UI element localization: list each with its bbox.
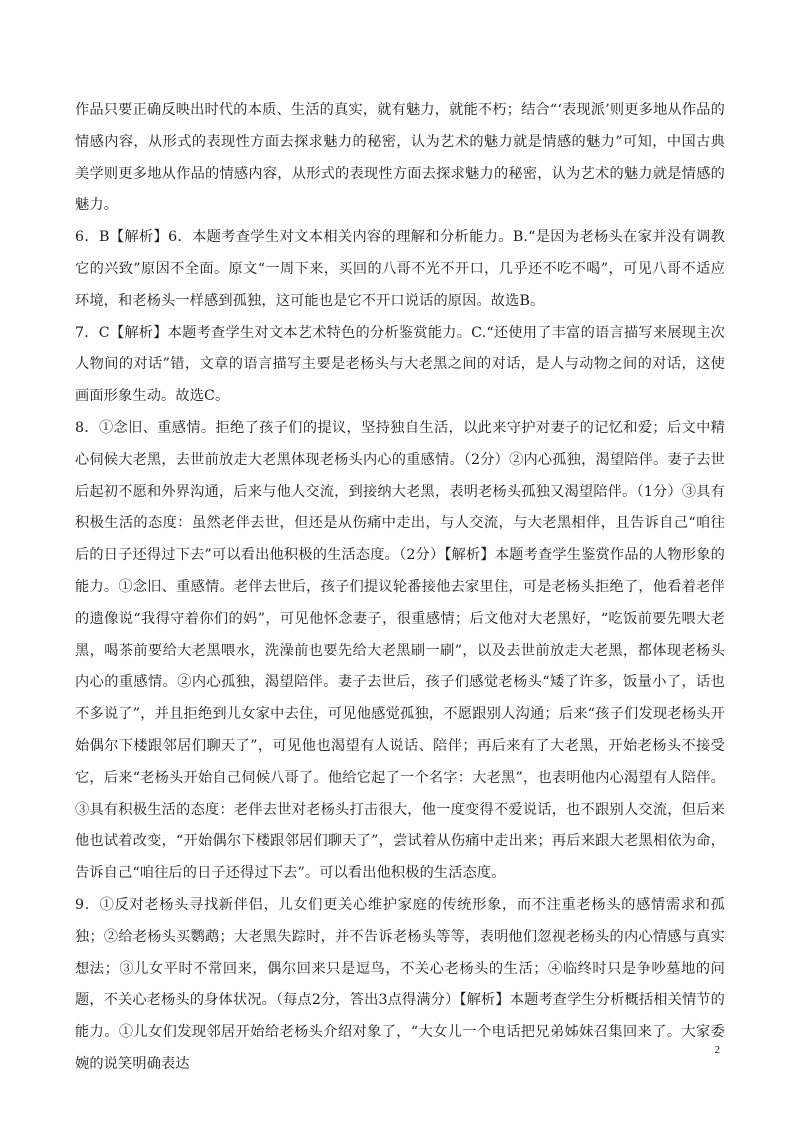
answer-6: 6．B【解析】6．本题考查学生对文本相关内容的理解和分析能力。B.“是因为老杨头在家并没有调教它的兴致”原因不全面。原文“一周下来，买回的八哥不光不开口，几乎还不吃不喝”，可见八哥不适应环境，和老杨头一样感到孤独，这可能也是它不开口说话的原因。故选B。 [75, 229, 725, 309]
answer-8: 8．①念旧、重感情。拒绝了孩子们的提议，坚持独自生活，以此来守护对妻子的记忆和爱；后文中精心伺候大老黑，去世前放走大老黑体现老杨头内心的重感情。（2分）②内心孤独，渴望陪伴。妻子去世后起初不愿和外界沟通，后来与他人交流，到接纳大老黑，表明老杨头孤独又渴望陪伴。（1分）③具有积极生活的态度：虽然老伴去世，但还是从伤痛中走出，与人交流，与大老黑相伴，且告诉自己“咱往后的日子还得过下去”可以看出他积极的生活态度。（2分）【解析】本题考查学生鉴赏作品的人物形象的能力。①念旧、重感情。老伴去世后，孩子们提议轮番接他去家里住，可是老杨头拒绝了，他看着老伴的遗像说“我得守着你们的妈”，可见他怀念妻子，很重感情；后文他对大老黑好，“吃饭前要先喂大老黑，喝茶前要给大老黑喂水，洗澡前也要先给大老黑刷一刷”，以及去世前放走大老黑，都体现老杨头内心的重感情。②内心孤独，渴望陪伴。妻子去世后，孩子们感觉老杨头“矮了许多，饭量小了，话也不多说了”，并且拒绝到儿女家中去住，可见他感觉孤独，不愿跟别人沟通；后来“孩子们发现老杨头开始偶尔下楼跟邻居们聊天了”，可见他也渴望有人说话、陪伴；再后来有了大老黑，开始老杨头不接受它，后来“老杨头开始自己伺候八哥了。他给它起了一个名字：大老黑”，也表明他内心渴望有人陪伴。③具有积极生活的态度：老伴去世对老杨头打击很大，他一度变得不爱说话，也不跟别人交流，但后来他也试着改变，“开始偶尔下楼跟邻居们聊天了”，尝试着从伤痛中走出来；再后来跟大老黑相依为命，告诉自己“咱往后的日子还得过下去”。可以看出他积极的生活态度。 [75, 419, 725, 882]
document-body [75, 95, 725, 1081]
answer-9: 9．①反对老杨头寻找新伴侣，儿女们更关心维护家庭的传统形象，而不注重老杨头的感情需求和孤独；②给老杨头买鹦鹉；大老黑失踪时，并不告诉老杨头等等，表明他们忽视老杨头的内心情感与真实想法；③儿女平时不常回来，偶尔回来只是逗鸟，不关心老杨头的生活；④临终时只是争吵墓地的问题，不关心老杨头的身体状况。（每点2分，答出3点得满分）【解析】本题考查学生分析概括相关情节的能力。①儿女们发现邻居开始给老杨头介绍对象了，“大女儿一个电话把兄弟姊妹召集回来了。大家委婉的说笑明确表达 [75, 896, 725, 1072]
answer-7: 7．C【解析】本题考查学生对文本艺术特色的分析鉴赏能力。C.“还使用了丰富的语言描写来展现主次人物间的对话”错，文章的语言描写主要是老杨头与大老黑之间的对话，是人与动物之间的对话，这使画面形象生动。故选C。 [75, 324, 725, 405]
page-number: 2 [714, 1044, 720, 1056]
paragraph-continuation: 作品只要正确反映出时代的本质、生活的真实，就有魅力，就能不朽；结合“‘表现派’则更多地从作品的情感内容，从形式的表现性方面去探求魅力的秘密，认为艺术的魅力就是情感的魅力”可知，中国古典美学则更多地从作品的情感内容，从形式的表现性方面去探求魅力的秘密，认为艺术的魅力就是情感的魅力。 [75, 102, 725, 214]
